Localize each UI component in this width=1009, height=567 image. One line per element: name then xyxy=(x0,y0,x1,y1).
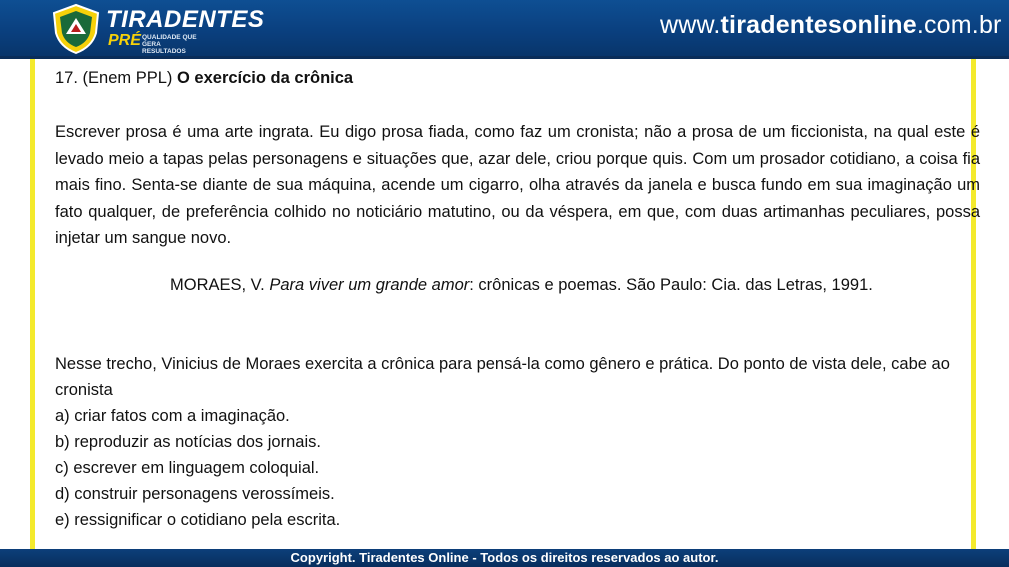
question-source-tag: (Enem PPL) xyxy=(82,69,173,87)
option-b: b) reproduzir as notícias dos jornais. xyxy=(55,433,321,451)
reference-details: : crônicas e poemas. São Paulo: Cia. das Letras, 1991. xyxy=(469,276,873,294)
shield-logo-icon xyxy=(50,3,102,55)
brand-tagline: QUALIDADE QUE GERA RESULTADOS xyxy=(142,34,197,55)
footer-copyright: Copyright. Tiradentes Online - Todos os direitos reservados ao autor. xyxy=(0,549,1009,567)
option-a: a) criar fatos com a imaginação. xyxy=(55,407,290,425)
reference-title: Para viver um grande amor xyxy=(269,276,470,294)
brand-name: TIRADENTES xyxy=(106,6,265,33)
site-url xyxy=(660,13,1002,38)
reference-author: MORAES, V. xyxy=(170,276,270,294)
brand-sub: PRÉ xyxy=(108,32,141,49)
option-c: c) escrever em linguagem coloquial. xyxy=(55,459,320,477)
site-url-main: tiradentesonline xyxy=(720,11,917,39)
option-e: e) ressignificar o cotidiano pela escrita. xyxy=(55,511,341,529)
excerpt-paragraph: Escrever prosa é uma arte ingrata. Eu digo prosa fiada, como faz um cronista; não a prosa de um ficcionista, na qual este é levado meio a tapas pelas personagens e situações que, azar dele, criou porque quis. Com um prosador cotidiano, a coisa fia mais fino. Senta-se diante de sua máquina, acende um cigarro, olha através da janela e busca fundo em sua imaginação um fato qualquer, de preferência colhido no noticiário matutino, ou da véspera, em que, com duas artimanhas peculiares, possa injetar um sangue novo. xyxy=(55,123,980,247)
option-d: d) construir personagens verossímeis. xyxy=(55,485,335,503)
site-url-prefix: www. xyxy=(660,11,721,39)
question-heading xyxy=(55,65,353,91)
excerpt-reference xyxy=(170,272,873,298)
question-number: 17. xyxy=(55,69,78,87)
site-url-suffix: .com.br xyxy=(916,11,1002,39)
question-prompt: Nesse trecho, Vinicius de Moraes exercita a crônica para pensá-la como gênero e prática. Do ponto de vista dele, cabe ao cronista xyxy=(55,355,950,399)
header-banner xyxy=(0,0,1009,59)
question-title: O exercício da crônica xyxy=(177,69,354,87)
left-accent-bar xyxy=(30,59,35,549)
